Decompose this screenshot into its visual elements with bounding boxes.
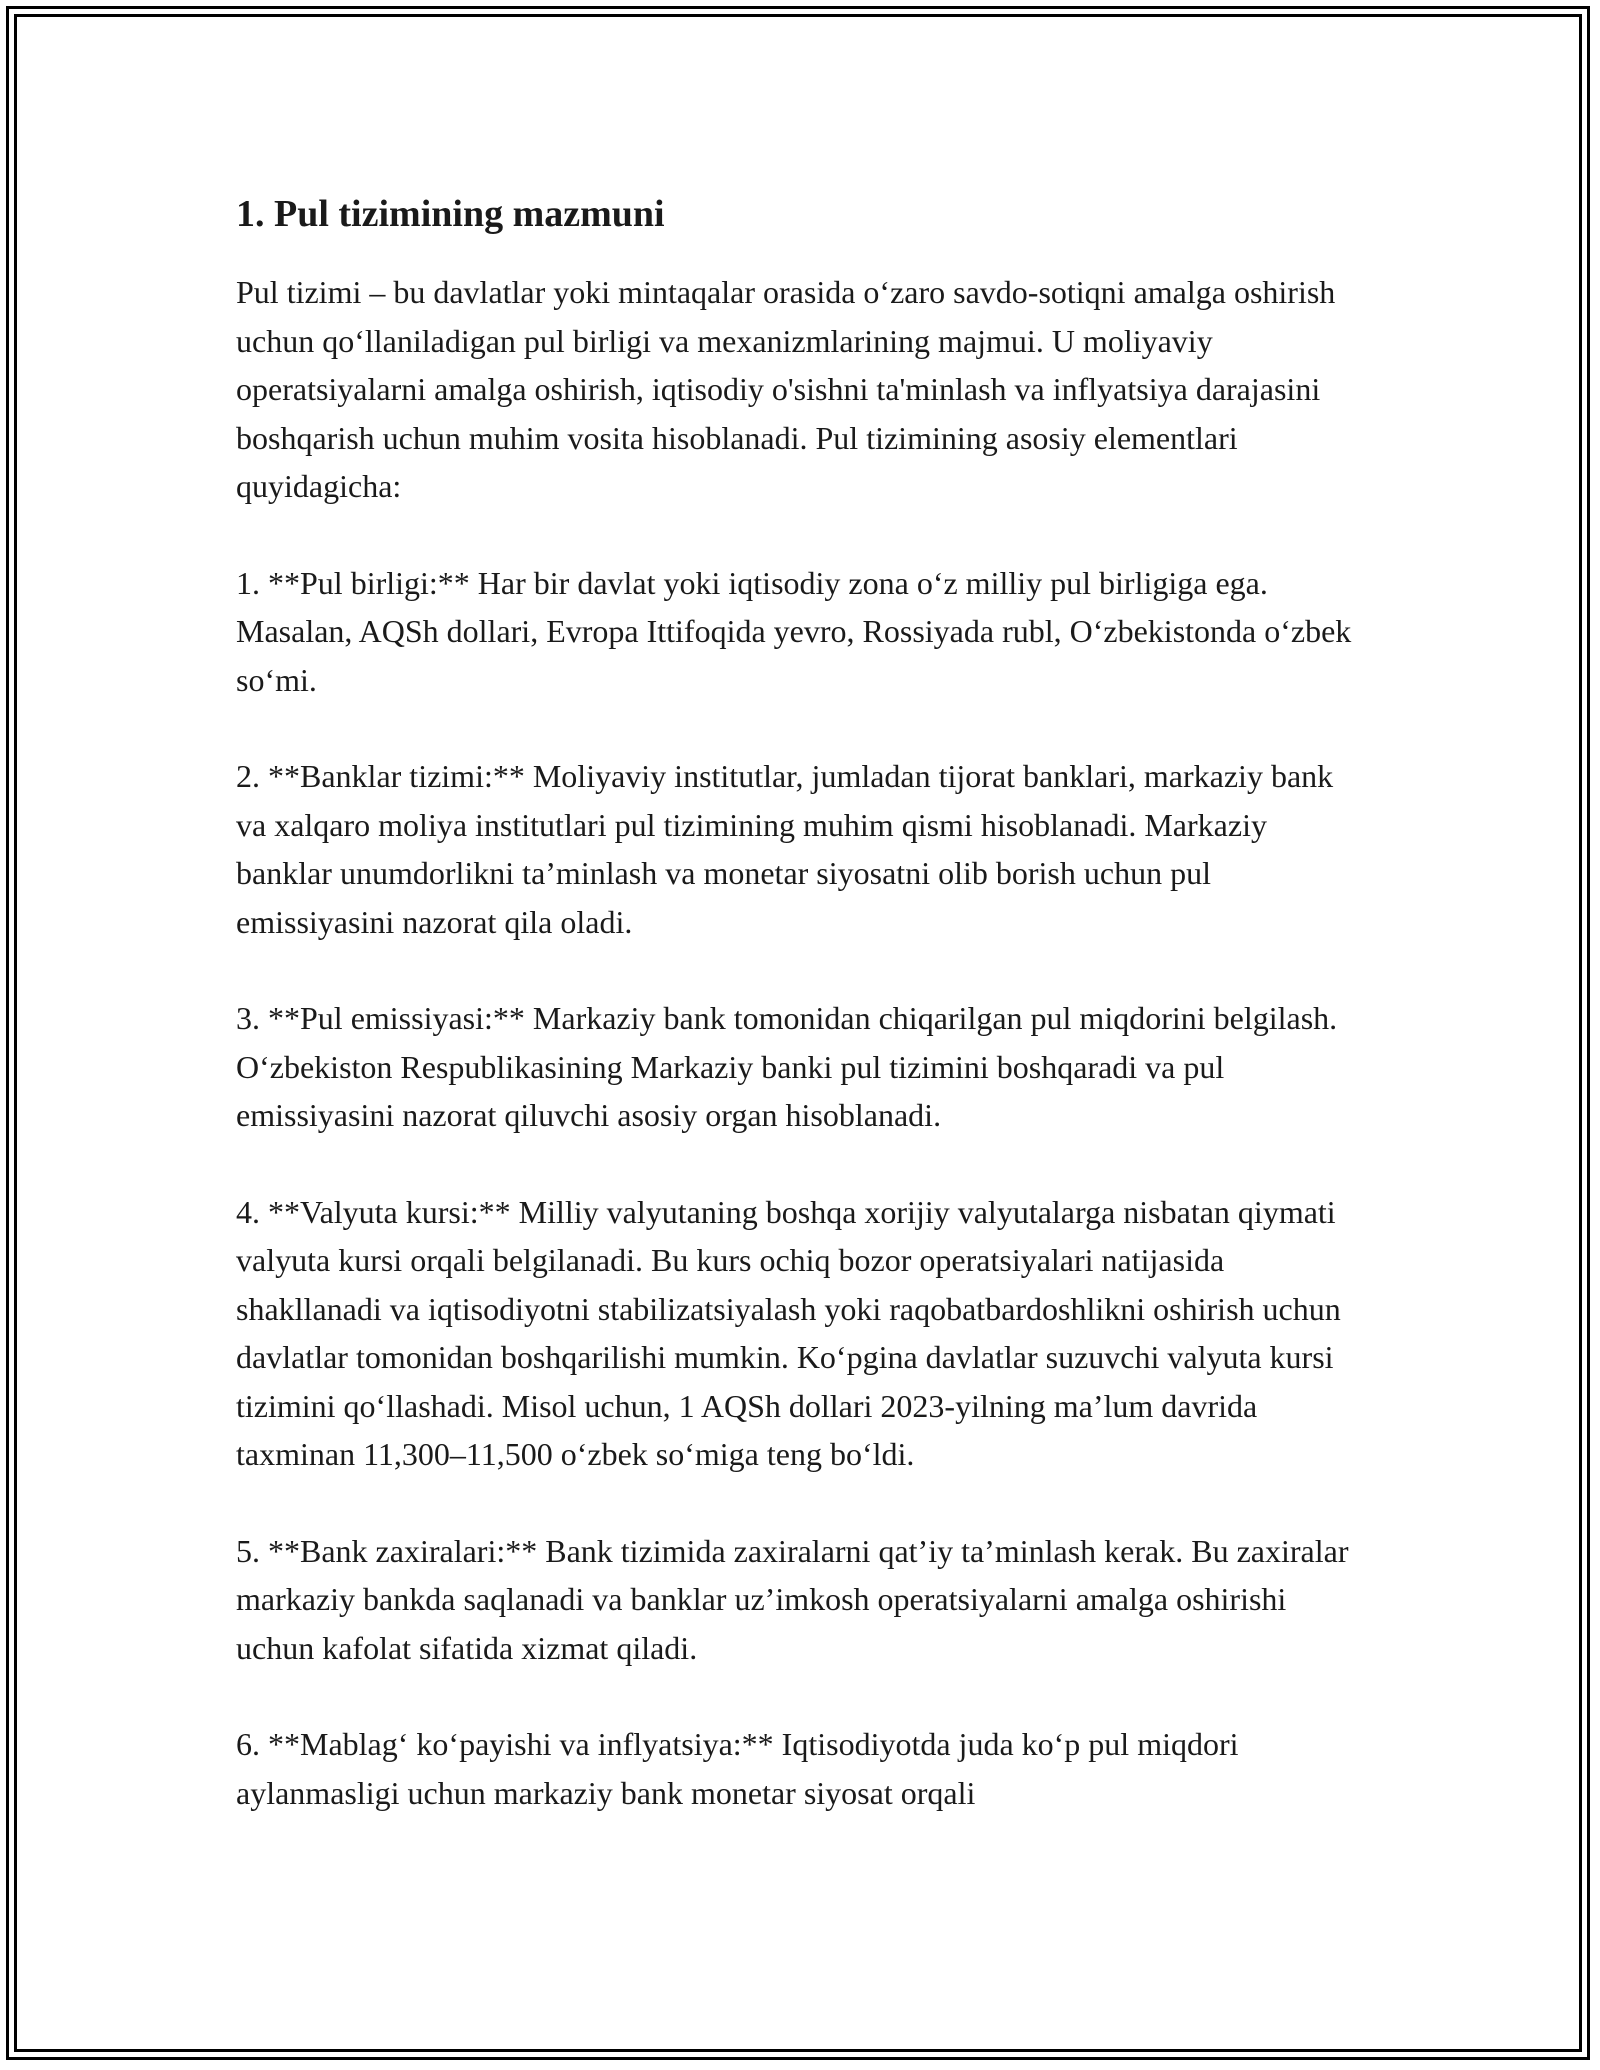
item-mablag-inflyatsiya: 6. **Mablag‘ ko‘payishi va inflyatsiya:** Iqtisodiyotda juda ko‘p pul miqdori aylanmasligi uchun markaziy bank monetar siyosat orqali: [236, 1726, 1239, 1811]
document-body: [236, 186, 1366, 1817]
item-bank-zaxiralari: 5. **Bank zaxiralari:** Bank tizimida zaxiralarni qat’iy ta’minlash kerak. Bu zaxiralar markaziy bankda saqlanadi va banklar uz’imkosh operatsiyalarni amalga oshirishi uchun kafolat sifatida xizmat qiladi.: [236, 1532, 1349, 1666]
item-banklar-tizimi: 2. **Banklar tizimi:** Moliyaviy institutlar, jumladan tijorat banklari, markaziy bank va xalqaro moliya institutlari pul tizimining muhim qismi hisoblanadi. Markaziy banklar unumdorlikni ta’minlash va monetar siyosatni olib borish uchun pul emissiyasini nazorat qila oladi.: [236, 758, 1334, 940]
item-pul-birligi: 1. **Pul birligi:** Har bir davlat yoki iqtisodiy zona o‘z milliy pul birligiga ega. Masalan, AQSh dollari, Evropa Ittifoqida yevro, Rossiyada rubl, O‘zbekistonda o‘zbek so‘mi.: [236, 564, 1352, 698]
item-pul-emissiyasi: 3. **Pul emissiyasi:** Markaziy bank tomonidan chiqarilgan pul miqdorini belgilash. O‘zbekiston Respublikasining Markaziy banki pul tizimini boshqaradi va pul emissiyasini nazorat qiluvchi asosiy organ hisoblanadi.: [236, 1000, 1338, 1133]
intro-paragraph: Pul tizimi – bu davlatlar yoki mintaqalar orasida o‘zaro savdo-sotiqni amalga oshirish uchun qo‘llaniladigan pul birligi va mexanizmlarining majmui. U moliyaviy operatsiyalarni amalga oshirish, iqtisodiy o'sishni ta'minlash va inflyatsiya darajasini boshqarish uchun muhim vosita hisoblanadi. Pul tizimining asosiy elementlari quyidagicha:: [236, 274, 1336, 504]
section-heading: 1. Pul tizimining mazmuni: [236, 193, 665, 235]
item-valyuta-kursi: 4. **Valyuta kursi:** Milliy valyutaning boshqa xorijiy valyutalarga nisbatan qiymati valyuta kursi orqali belgilanadi. Bu kurs ochiq bozor operatsiyalari natijasida shakllanadi va iqtisodiyotni stabilizatsiyalash yoki raqobatbardoshlikni oshirish uchun davlatlar tomonidan boshqarilishi mumkin. Ko‘pgina davlatlar suzuvchi valyuta kursi tizimini qo‘llashadi. Misol uchun, 1 AQSh dollari 2023-yilning ma’lum davrida taxminan 11,300–11,500 o‘zbek so‘miga teng bo‘ldi.: [236, 1193, 1341, 1472]
